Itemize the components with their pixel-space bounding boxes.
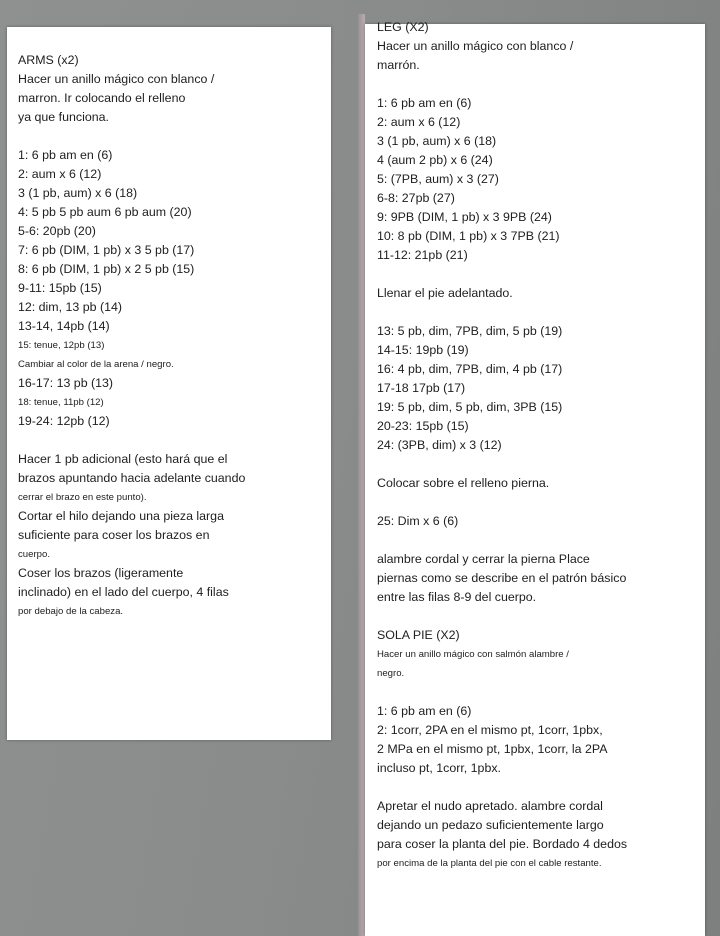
pattern-line: ya que funciona. (18, 110, 109, 124)
pattern-line: para coser la planta del pie. Bordado 4 dedos (377, 837, 628, 851)
pattern-line: 19: 5 pb, dim, 5 pb, dim, 3PB (15) (377, 400, 563, 414)
pattern-line: 18: tenue, 11pb (12) (18, 397, 104, 408)
pattern-line: 24: (3PB, dim) x 3 (12) (377, 438, 502, 452)
pattern-line: 5: (7PB, aum) x 3 (27) (377, 172, 499, 186)
pattern-line: 16: 4 pb, dim, 7PB, dim, 4 pb (17) (377, 362, 563, 376)
pattern-line: 6-8: 27pb (27) (377, 191, 455, 205)
pattern-line: piernas como se describe en el patrón básico (377, 571, 627, 585)
pattern-line: 5-6: 20pb (20) (18, 224, 96, 238)
pattern-line: 2 MPa en el mismo pt, 1pbx, 1corr, la 2PA (377, 742, 608, 756)
left-pattern-page (7, 27, 331, 740)
blank-line (377, 455, 705, 474)
pattern-line: 4 (aum 2 pb) x 6 (24) (377, 153, 493, 167)
pattern-line: 1: 6 pb am en (6) (377, 96, 472, 110)
pattern-line: 13-14, 14pb (14) (18, 319, 110, 333)
pattern-line: 19-24: 12pb (12) (18, 414, 110, 428)
pattern-line: 8: 6 pb (DIM, 1 pb) x 2 5 pb (15) (18, 262, 195, 276)
pattern-line: Llenar el pie adelantado. (377, 286, 513, 300)
pattern-line: incluso pt, 1corr, 1pbx. (377, 761, 501, 775)
pattern-line: marron. Ir colocando el relleno (18, 91, 186, 105)
pattern-line: 1: 6 pb am en (6) (18, 148, 113, 162)
pattern-line: suficiente para coser los brazos en (18, 528, 210, 542)
blank-line (18, 127, 331, 146)
pattern-line: Hacer 1 pb adicional (esto hará que el (18, 452, 228, 466)
pattern-line: Colocar sobre el relleno pierna. (377, 476, 550, 490)
pattern-line: entre las filas 8-9 del cuerpo. (377, 590, 537, 604)
pattern-line: SOLA PIE (X2) (377, 628, 460, 642)
pattern-line: Hacer un anillo mágico con blanco / (377, 39, 574, 53)
blank-line (377, 778, 705, 797)
pattern-line: 13: 5 pb, dim, 7PB, dim, 5 pb (19) (377, 324, 563, 338)
pattern-line: Apretar el nudo apretado. alambre cordal (377, 799, 603, 813)
blank-line (377, 75, 705, 94)
pattern-line: 9: 9PB (DIM, 1 pb) x 3 9PB (24) (377, 210, 552, 224)
pattern-line: 1: 6 pb am en (6) (377, 704, 472, 718)
blank-line (377, 303, 705, 322)
pattern-line: dejando un pedazo suficientemente largo (377, 818, 604, 832)
blank-line (377, 265, 705, 284)
blank-line (377, 493, 705, 512)
pattern-line: 2: aum x 6 (12) (377, 115, 461, 129)
pattern-line: inclinado) en el lado del cuerpo, 4 filas (18, 585, 229, 599)
pattern-line: 16-17: 13 pb (13) (18, 376, 114, 390)
right-pattern-page (365, 20, 705, 936)
pattern-line: 11-12: 21pb (21) (377, 248, 468, 262)
pattern-line: Cambiar al color de la arena / negro. (18, 359, 174, 370)
pattern-line: Cortar el hilo dejando una pieza larga (18, 509, 224, 523)
pattern-line: 3 (1 pb, aum) x 6 (18) (18, 186, 138, 200)
arms-heading: ARMS (x2) (18, 53, 79, 67)
blank-line (377, 607, 705, 626)
blank-line (18, 431, 331, 450)
leg-heading: LEG (X2) (377, 20, 429, 34)
pattern-line: 3 (1 pb, aum) x 6 (18) (377, 134, 497, 148)
pattern-line: negro. (377, 668, 405, 679)
pattern-line: brazos apuntando hacia adelante cuando (18, 471, 246, 485)
pattern-line: 17-18 17pb (17) (377, 381, 466, 395)
pattern-line: 14-15: 19pb (19) (377, 343, 469, 357)
pattern-line: 2: 1corr, 2PA en el mismo pt, 1corr, 1pbx, (377, 723, 603, 737)
pattern-line: 7: 6 pb (DIM, 1 pb) x 3 5 pb (17) (18, 243, 195, 257)
blank-line (377, 683, 705, 702)
pattern-line: 9-11: 15pb (15) (18, 281, 102, 295)
pattern-line: cuerpo. (18, 549, 50, 560)
pattern-line: 20-23: 15pb (15) (377, 419, 469, 433)
pattern-line: 25: Dim x 6 (6) (377, 514, 459, 528)
pattern-line: marrón. (377, 58, 420, 72)
pattern-line: por debajo de la cabeza. (18, 606, 124, 617)
pattern-line: 15: tenue, 12pb (13) (18, 340, 105, 351)
page-edge (358, 14, 365, 936)
pattern-line: Hacer un anillo mágico con salmón alambre / (377, 649, 569, 660)
pattern-line: Coser los brazos (ligeramente (18, 566, 184, 580)
pattern-line: 12: dim, 13 pb (14) (18, 300, 123, 314)
pattern-line: 4: 5 pb 5 pb aum 6 pb aum (20) (18, 205, 192, 219)
pattern-line: por encima de la planta del pie con el cable restante. (377, 858, 602, 869)
pattern-line: alambre cordal y cerrar la pierna Place (377, 552, 590, 566)
blank-line (377, 531, 705, 550)
pattern-line: 10: 8 pb (DIM, 1 pb) x 3 7PB (21) (377, 229, 560, 243)
pattern-line: 2: aum x 6 (12) (18, 167, 102, 181)
pattern-line: cerrar el brazo en este punto). (18, 492, 147, 503)
pattern-line: Hacer un anillo mágico con blanco / (18, 72, 215, 86)
